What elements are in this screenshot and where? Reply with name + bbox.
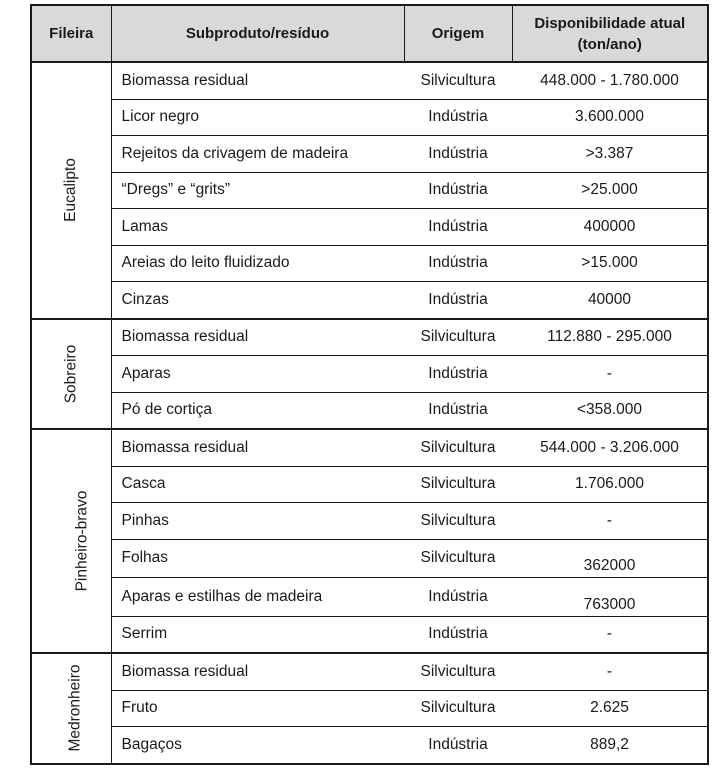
group-label-eucalipto: Eucalipto	[31, 62, 111, 319]
group-label-pinheiro-bravo: Pinheiro-bravo	[31, 429, 111, 653]
cell-disponibilidade: 2.625	[512, 690, 708, 727]
table-row	[31, 209, 708, 246]
cell-subproduto: Biomassa residual	[111, 653, 404, 690]
cell-disponibilidade: -	[512, 616, 708, 653]
table-row	[31, 690, 708, 727]
table-row	[31, 503, 708, 540]
cell-subproduto: Licor negro	[111, 99, 404, 136]
table-row	[31, 392, 708, 429]
cell-origem: Silvicultura	[404, 62, 512, 99]
cell-disponibilidade: >25.000	[512, 172, 708, 209]
cell-subproduto: Biomassa residual	[111, 319, 404, 356]
cell-origem: Indústria	[404, 245, 512, 282]
residue-table	[30, 4, 709, 765]
header-subproduto: Subproduto/resíduo	[111, 5, 404, 62]
cell-disponibilidade: -	[512, 356, 708, 393]
cell-subproduto: Casca	[111, 466, 404, 503]
table-row	[31, 466, 708, 503]
table-row	[31, 616, 708, 653]
table-row	[31, 319, 708, 356]
cell-disponibilidade: 1.706.000	[512, 466, 708, 503]
cell-disponibilidade: <358.000	[512, 392, 708, 429]
cell-subproduto: Pinhas	[111, 503, 404, 540]
cell-subproduto: Folhas	[111, 539, 404, 578]
cell-disponibilidade: -	[512, 503, 708, 540]
cell-subproduto: Serrim	[111, 616, 404, 653]
cell-origem: Indústria	[404, 209, 512, 246]
cell-origem: Silvicultura	[404, 653, 512, 690]
cell-disponibilidade: 40000	[512, 282, 708, 319]
cell-origem: Silvicultura	[404, 539, 512, 578]
cell-subproduto: Cinzas	[111, 282, 404, 319]
header-disponibilidade-line2: (ton/ano)	[577, 35, 642, 53]
cell-disponibilidade: 362000	[512, 539, 708, 578]
table-row	[31, 99, 708, 136]
table-row	[31, 172, 708, 209]
table-row	[31, 429, 708, 466]
cell-origem: Silvicultura	[404, 466, 512, 503]
table-row	[31, 578, 708, 617]
cell-origem: Indústria	[404, 616, 512, 653]
cell-origem: Silvicultura	[404, 503, 512, 540]
table-row	[31, 727, 708, 764]
table-row	[31, 356, 708, 393]
cell-subproduto: Bagaços	[111, 727, 404, 764]
group-label-sobreiro: Sobreiro	[31, 319, 111, 430]
cell-subproduto: Biomassa residual	[111, 62, 404, 99]
table-row	[31, 653, 708, 690]
cell-origem: Indústria	[404, 99, 512, 136]
cell-disponibilidade: 3.600.000	[512, 99, 708, 136]
cell-origem: Silvicultura	[404, 429, 512, 466]
header-disponibilidade	[512, 5, 708, 62]
group-label-medronheiro: Medronheiro	[31, 653, 111, 764]
header-row	[31, 5, 708, 62]
cell-disponibilidade: 763000	[512, 578, 708, 617]
cell-subproduto: Lamas	[111, 209, 404, 246]
table-row	[31, 136, 708, 173]
header-origem: Origem	[404, 5, 512, 62]
cell-subproduto: Aparas e estilhas de madeira	[111, 578, 404, 617]
cell-origem: Indústria	[404, 727, 512, 764]
cell-origem: Indústria	[404, 392, 512, 429]
cell-disponibilidade: 889,2	[512, 727, 708, 764]
header-disponibilidade-line1: Disponibilidade atual	[534, 14, 686, 32]
cell-subproduto: Areias do leito fluidizado	[111, 245, 404, 282]
cell-subproduto: “Dregs” e “grits”	[111, 172, 404, 209]
cell-subproduto: Biomassa residual	[111, 429, 404, 466]
table-row	[31, 282, 708, 319]
header-fileira: Fileira	[31, 5, 111, 62]
cell-disponibilidade: 112.880 - 295.000	[512, 319, 708, 356]
cell-origem: Indústria	[404, 172, 512, 209]
table-row	[31, 245, 708, 282]
table-row	[31, 62, 708, 99]
cell-origem: Silvicultura	[404, 319, 512, 356]
table-row	[31, 539, 708, 578]
cell-disponibilidade: -	[512, 653, 708, 690]
cell-disponibilidade: >3.387	[512, 136, 708, 173]
cell-origem: Indústria	[404, 136, 512, 173]
cell-origem: Silvicultura	[404, 690, 512, 727]
cell-origem: Indústria	[404, 282, 512, 319]
cell-origem: Indústria	[404, 356, 512, 393]
cell-subproduto: Rejeitos da crivagem de madeira	[111, 136, 404, 173]
cell-disponibilidade: >15.000	[512, 245, 708, 282]
cell-subproduto: Pó de cortiça	[111, 392, 404, 429]
cell-disponibilidade: 448.000 - 1.780.000	[512, 62, 708, 99]
cell-origem: Indústria	[404, 578, 512, 617]
cell-disponibilidade: 400000	[512, 209, 708, 246]
cell-subproduto: Aparas	[111, 356, 404, 393]
cell-disponibilidade: 544.000 - 3.206.000	[512, 429, 708, 466]
cell-subproduto: Fruto	[111, 690, 404, 727]
